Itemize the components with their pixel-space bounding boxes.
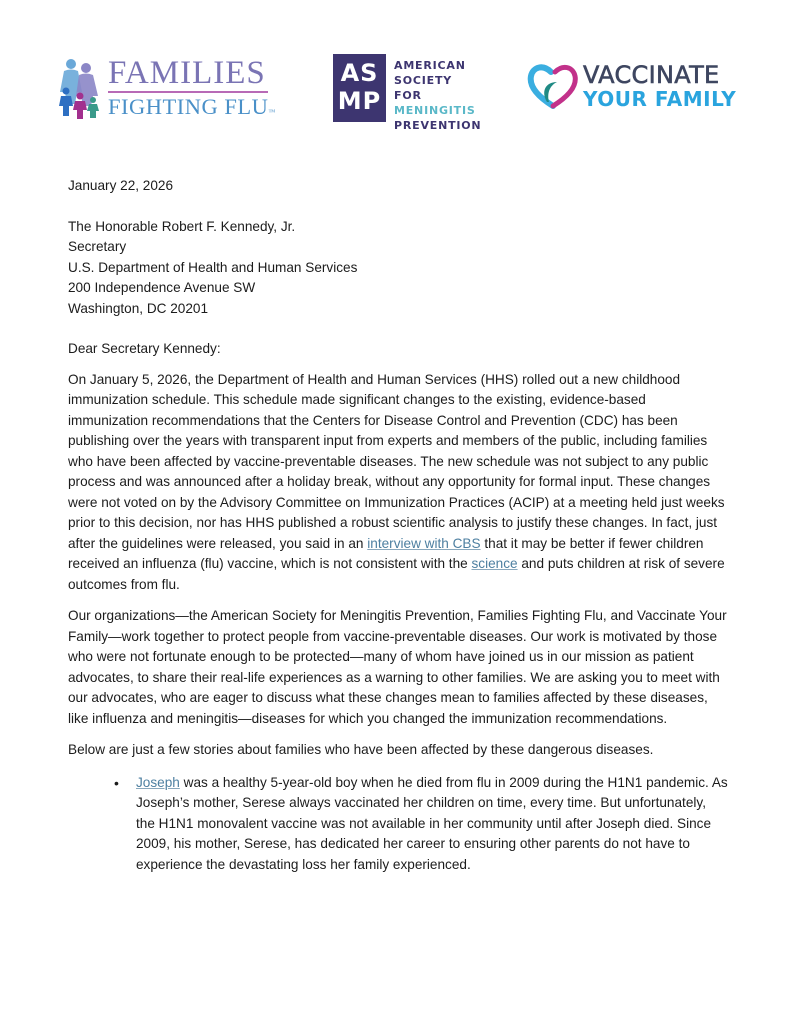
paragraph-intro-text: On January 5, 2026, the Department of Health and Human Services (HHS) rolled out a new childhood immunization schedule. This schedule made significant changes to the existing, evidence-based immunization recommendations that the Centers for Disease Control and Prevention (CDC) has been publishing over the years with transparent input from experts and members of the public, including families who have been affected by vaccine-preventable diseases. The new schedule was not subject to any public process and was announced after a holiday break, without any opportunity for formal input. These changes were not voted on by the Advisory Committee on Immunization Practices (ACIP) at a meeting held just weeks prior to this decision, nor has HHS published a robust scientific analysis to justify these changes. In fact, just after the guidelines were released, you said in an [68, 371, 725, 551]
asmp-logo [333, 54, 483, 132]
asmp-logo-box [333, 54, 386, 122]
families-fighting-flu-logo [56, 56, 281, 122]
family-figures-icon [56, 58, 102, 120]
paragraph-stories-intro: Below are just a few stories about families who have been affected by these dangerous diseases. [68, 742, 654, 757]
asmp-logo-text [394, 58, 483, 133]
asmp-text-line: SOCIETY FOR [394, 74, 453, 102]
recipient-line: Washington, DC 20201 [68, 300, 209, 316]
trademark-symbol: ™ [268, 108, 276, 116]
vyf-logo-line2: YOUR FAMILY [583, 87, 737, 111]
ffflu-logo-line1: FAMILIES [108, 55, 266, 91]
stories-list [68, 773, 728, 876]
recipient-address [68, 217, 728, 320]
ffflu-logo-rule [108, 91, 268, 93]
bullet-icon: • [114, 774, 119, 791]
letter-body [68, 176, 728, 875]
interview-with-cbs-link[interactable]: interview with CBS [367, 535, 481, 551]
vyf-logo-line1: VACCINATE [583, 61, 720, 89]
asmp-text-line: PREVENTION [394, 119, 482, 132]
story-item [114, 773, 728, 876]
story-text: was a healthy 5-year-old boy when he died from flu in 2009 during the H1N1 pandemic. As Joseph’s mother, Serese always vaccinated her children on time, every time. But unfortunately, the H1N1 monovalent vaccine was not available in her community until after Joseph died. Since 2009, his mother, Serese, has dedicated her career to ensuring other parents do not have to experience the devastating loss her family experienced. [136, 774, 728, 872]
vaccinate-your-family-logo [527, 60, 752, 120]
salutation: Dear Secretary Kennedy: [68, 341, 221, 356]
paragraph-organizations: Our organizations—the American Society for Meningitis Prevention, Families Fighting Flu, and Vaccinate Your Family—work together to protect people from vaccine-preventable diseases. Our work is motivated by those who were not fortunate enough to be protected—many of whom have joined us in our mission as patient advocates, to share their real-life experiences as a warning to other families. We are asking you to meet with our advocates, who are eager to discuss what these changes mean to families affected by these diseases, like influenza and meningitis—diseases for which you changed the immunization recommendations. [68, 608, 727, 726]
asmp-box-line2: MP [337, 87, 382, 115]
paragraph-intro-text: that it may be better if fewer children received an influenza (flu) vaccine, which is not consistent with the [68, 535, 704, 571]
recipient-line: Secretary [68, 239, 127, 254]
heart-icon [527, 62, 579, 110]
paragraph-intro-text: and puts children at risk of severe outcomes from flu. [68, 556, 725, 592]
science-link[interactable]: science [471, 556, 518, 571]
recipient-line: 200 Independence Avenue SW [68, 280, 256, 295]
joseph-story-link[interactable]: Joseph [136, 774, 180, 790]
letter-date: January 22, 2026 [68, 178, 174, 193]
ffflu-logo-line2-text: FIGHTING FLU [108, 94, 269, 119]
asmp-box-line1: AS [340, 59, 379, 87]
ffflu-logo-line2 [108, 95, 276, 124]
asmp-text-line: MENINGITIS [394, 104, 476, 117]
letterhead-logos [0, 52, 787, 132]
recipient-line: U.S. Department of Health and Human Services [68, 259, 358, 275]
paragraph-intro [68, 370, 728, 596]
recipient-line: The Honorable Robert F. Kennedy, Jr. [68, 218, 296, 234]
asmp-text-line: AMERICAN [394, 59, 466, 72]
